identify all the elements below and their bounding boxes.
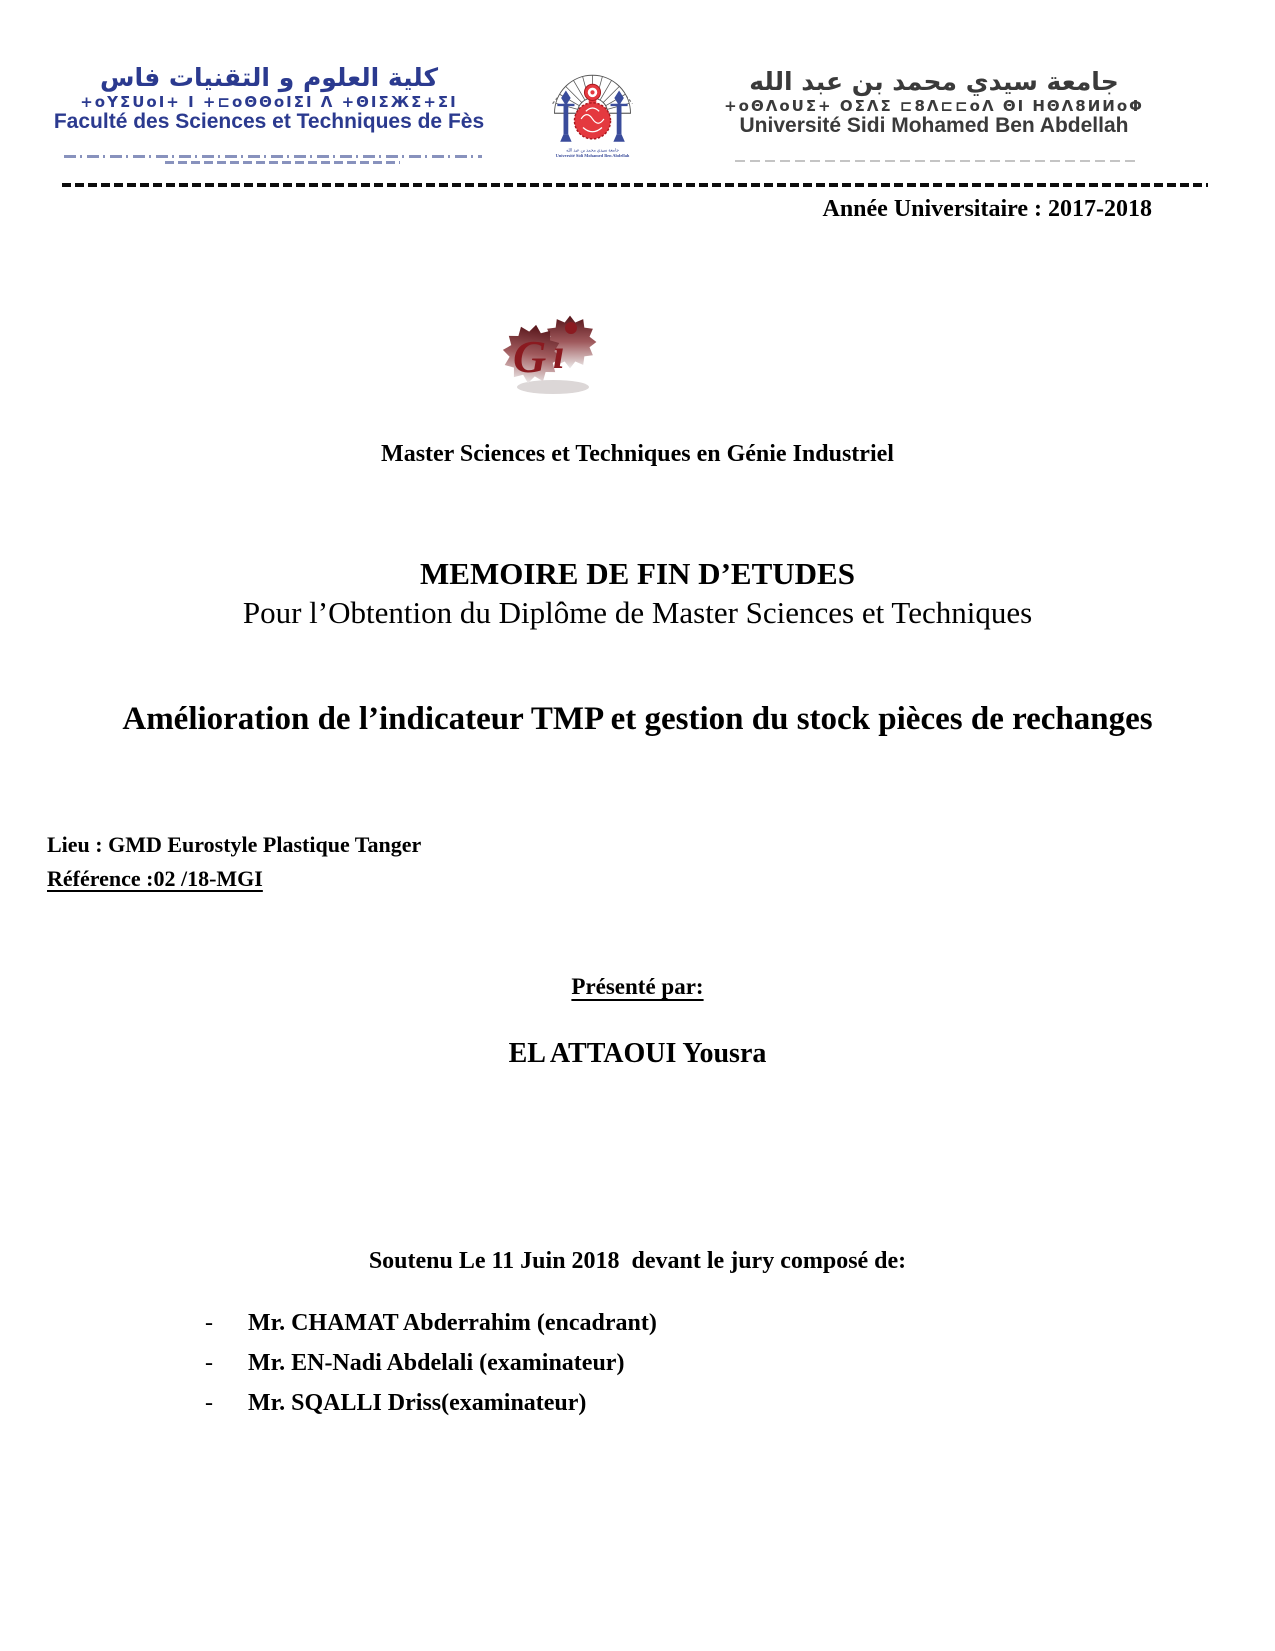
gi-letter-i: ı — [553, 332, 565, 378]
university-name-french: Université Sidi Mohamed Ben Abdellah — [739, 114, 1129, 138]
faculty-name-french: Faculté des Sciences et Techniques de Fès — [53, 110, 485, 134]
jury-bullet: - — [205, 1390, 213, 1416]
program-title: Master Sciences et Techniques en Génie Industriel — [381, 441, 894, 467]
defense-line: Soutenu Le 11 Juin 2018 devant le jury composé de: — [368, 1248, 907, 1274]
jury-member-name: Mr. CHAMAT Abderrahim (encadrant) — [248, 1310, 657, 1336]
university-name-arabic: جامعة سيدي محمد بن عبد الله — [749, 67, 1119, 96]
jury-member-name: Mr. EN-Nadi Abdelali (examinateur) — [248, 1350, 625, 1376]
jury-list — [205, 1308, 657, 1428]
i-dot — [565, 322, 577, 334]
thesis-title: Amélioration de l’indicateur TMP et gestion du stock pièces de rechanges — [122, 701, 1153, 737]
university-header-block — [698, 68, 1170, 138]
memoire-heading: MEMOIRE DE FIN D’ETUDES — [420, 556, 855, 591]
jury-bullet: - — [205, 1350, 213, 1376]
reference-line: Référence :02 /18-MGI — [47, 866, 263, 891]
faculty-name-arabic: كلية العلوم و التقنيات فاس — [99, 63, 439, 92]
jury-member-row — [205, 1388, 657, 1418]
faculty-dash-rule-2 — [165, 161, 400, 164]
faculty-header-block — [38, 64, 500, 134]
university-name-tifinagh: +oΘΛoUΣ+ ΟΣΛΣ ⊏8Λ⊏⊏oΛ ΘI ΗΘΛ8ИИoΦ — [724, 96, 1144, 115]
faculty-name-tifinagh: +oYΣUoI+ I +⊏oΘΘoIΣI Λ +ΘIΣЖΣ+ΣI — [80, 92, 458, 111]
dashed-separator — [62, 183, 1208, 187]
university-dash-rule — [735, 160, 1135, 162]
jury-member-name: Mr. SQALLI Driss(examinateur) — [248, 1390, 587, 1416]
emblem-caption-arabic: جامعة سيدي محمد بن عبد الله — [566, 147, 619, 153]
emblem-caption-french: Université Sidi Mohamed Ben Abdellah — [555, 152, 630, 158]
location-line: Lieu : GMD Eurostyle Plastique Tanger — [47, 832, 422, 857]
gi-letter-g: G — [513, 331, 547, 382]
jury-bullet: - — [205, 1310, 213, 1336]
presented-by-label: Présenté par: — [571, 974, 704, 999]
author-name: EL ATTAOUI Yousra — [508, 1038, 767, 1069]
memoire-subheading: Pour l’Obtention du Diplôme de Master Sciences et Techniques — [242, 595, 1033, 630]
academic-year: Année Universitaire : 2017-2018 — [822, 196, 1152, 222]
faculty-dash-rule — [64, 155, 482, 158]
university-emblem-logo — [545, 56, 640, 161]
gi-gears-logo — [487, 292, 612, 397]
jury-member-row — [205, 1348, 657, 1378]
jury-member-row — [205, 1308, 657, 1338]
